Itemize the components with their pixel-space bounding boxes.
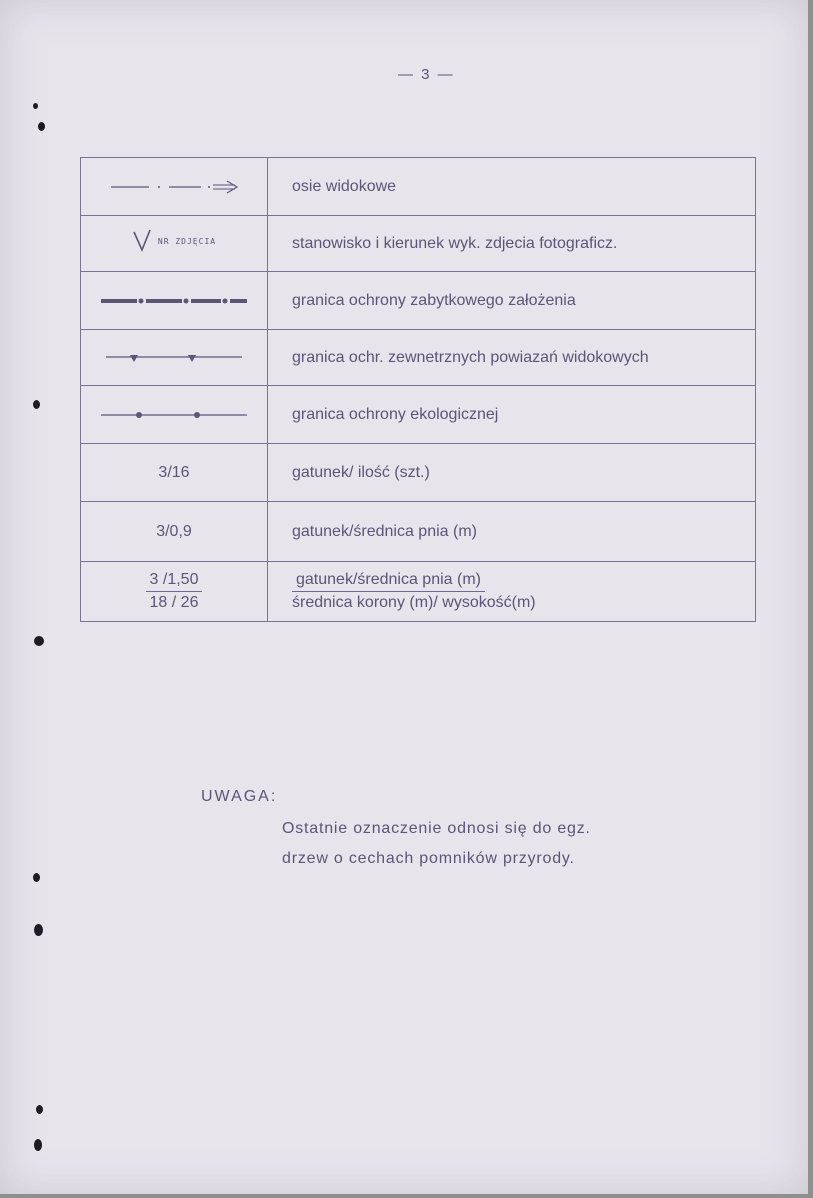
legend-label: granica ochr. zewnetrznych powiazań widokowych (268, 330, 756, 386)
legend-table (80, 157, 756, 622)
legend-row (81, 562, 756, 622)
page-number: — 3 — (398, 66, 455, 83)
legend-row (81, 216, 756, 272)
fraction-label-bottom: średnica korony (m)/ wysokość(m) (292, 594, 536, 611)
legend-label: granica ochrony zabytkowego założenia (268, 272, 756, 330)
punch-mark (34, 636, 44, 646)
tree-fraction-symbol (81, 562, 268, 622)
legend-label: stanowisko i kierunek wyk. zdjecia fotograficz. (268, 216, 756, 272)
species-trunk-symbol: 3/0,9 (81, 502, 268, 562)
legend-row (81, 502, 756, 562)
legend-row (81, 272, 756, 330)
punch-mark (38, 122, 45, 131)
legend-label: osie widokowe (268, 158, 756, 216)
punch-mark (36, 1105, 43, 1114)
view-link-boundary-symbol (81, 330, 268, 386)
punch-mark (34, 1139, 42, 1151)
legend-row (81, 158, 756, 216)
punch-mark (33, 103, 38, 109)
note-line: drzew o cechach pomników przyrody. (282, 850, 575, 867)
photo-station-symbol (81, 216, 268, 272)
legend-label-fraction (268, 562, 756, 622)
punch-mark (33, 400, 40, 409)
legend-row (81, 330, 756, 386)
legend-label: gatunek/średnica pnia (m) (268, 502, 756, 562)
fraction-bottom: 18 / 26 (149, 594, 199, 611)
legend-label: gatunek/ ilość (szt.) (268, 444, 756, 502)
monument-boundary-symbol (81, 272, 268, 330)
legend-row (81, 444, 756, 502)
photo-number-label: NR ZDJĘCIA (157, 236, 217, 246)
punch-mark (34, 924, 43, 936)
ecological-boundary-symbol (81, 386, 268, 444)
legend-label: granica ochrony ekologicznej (268, 386, 756, 444)
note-line: Ostatnie oznaczenie odnosi się do egz. (282, 820, 591, 837)
view-axis-symbol (81, 158, 268, 216)
species-count-symbol: 3/16 (81, 444, 268, 502)
fraction-top: 3 /1,50 (146, 569, 203, 592)
punch-mark (33, 873, 40, 882)
note-title: UWAGA: (201, 788, 278, 805)
fraction-label-top: gatunek/średnica pnia (m) (292, 569, 485, 592)
legend-row (81, 386, 756, 444)
